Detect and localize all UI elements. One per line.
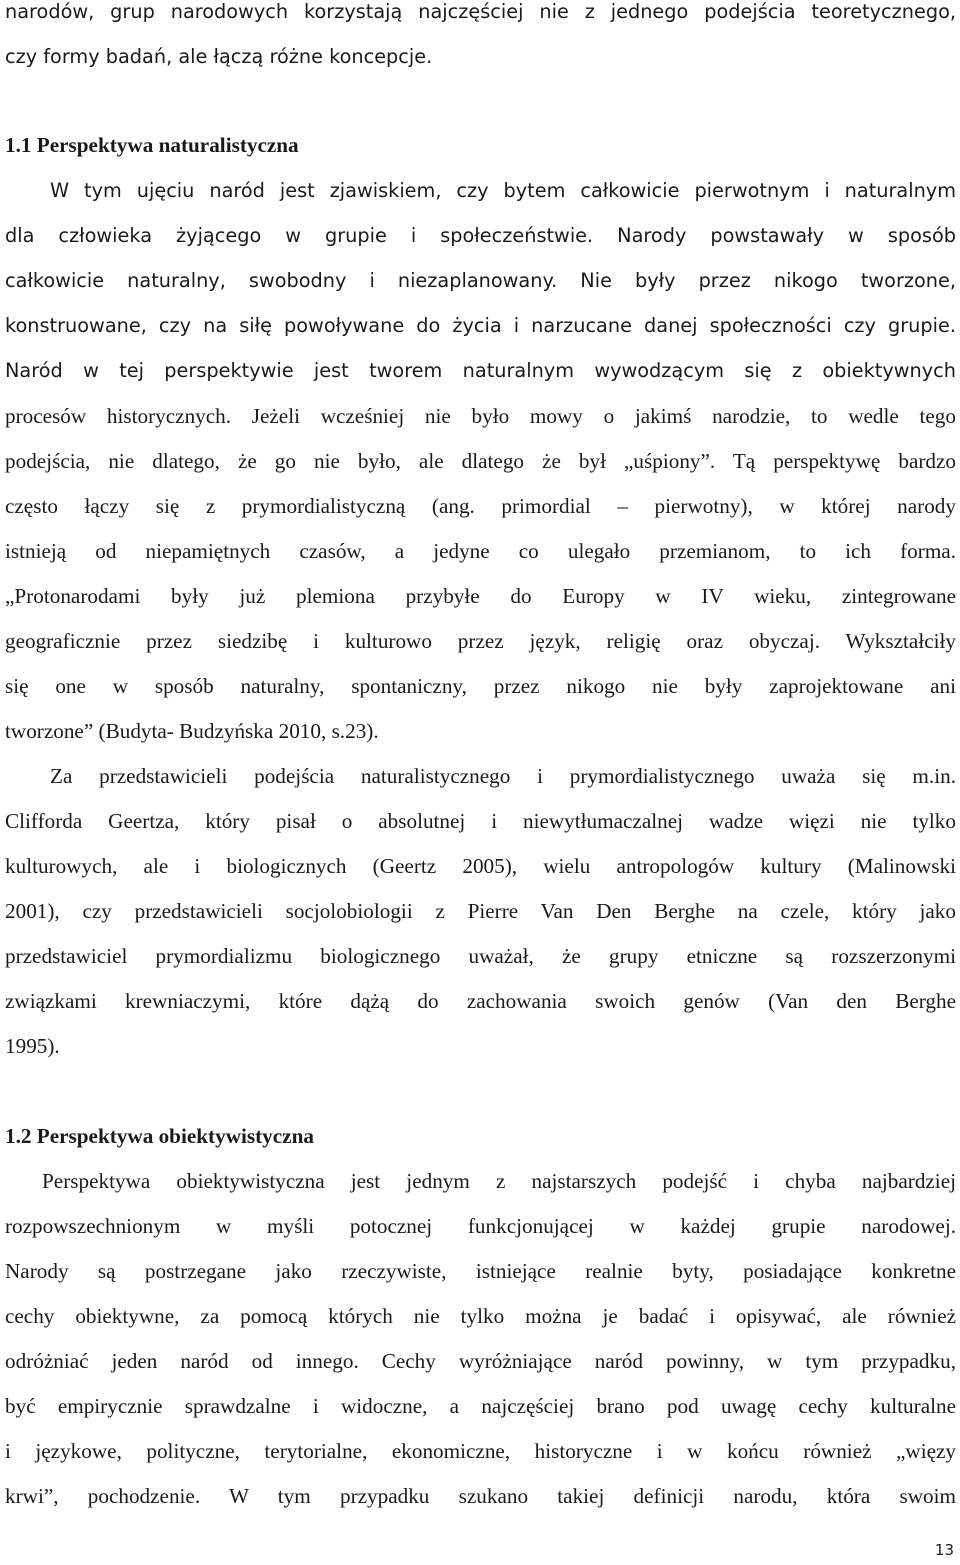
paragraph-line: tworzone” (Budyta- Budzyńska 2010, s.23). — [5, 719, 379, 743]
paragraph-line: całkowicie naturalny, swobodny i niezaplanowany. Nie były przez nikogo tworzone, — [5, 269, 956, 292]
intro-line-1: narodów, grup narodowych korzystają najczęściej nie z jednego podejścia teoretycznego, — [5, 0, 956, 23]
paragraph-line: odróżniać jeden naród od innego. Cechy wyróżniające naród powinny, w tym przypadku, — [5, 1349, 956, 1373]
paragraph-line: procesów historycznych. Jeżeli wcześniej nie było mowy o jakimś narodzie, to wedle tego — [5, 404, 956, 428]
paragraph-line: Perspektywa obiektywistyczna jest jednym z najstarszych podejść i chyba najbardziej — [42, 1169, 956, 1193]
paragraph-line: być empirycznie sprawdzalne i widoczne, a najczęściej brano pod uwagę cechy kulturalne — [5, 1394, 956, 1418]
paragraph-line: cechy obiektywne, za pomocą których nie tylko można je badać i opisywać, ale również — [5, 1304, 956, 1328]
paragraph-line: 1995). — [5, 1034, 60, 1058]
paragraph-line: konstruowane, czy na siłę powoływane do życia i narzucane danej społeczności czy grupie. — [5, 314, 956, 337]
paragraph-line: związkami krewniaczymi, które dążą do zachowania swoich genów (Van den Berghe — [5, 989, 956, 1013]
paragraph-line: Narody są postrzegane jako rzeczywiste, istniejące realnie byty, posiadające konkretne — [5, 1259, 956, 1283]
section-heading-1-1: 1.1 Perspektywa naturalistyczna — [5, 133, 299, 157]
paragraph-line: geograficznie przez siedzibę i kulturowo przez język, religię oraz obyczaj. Wykształciły — [5, 629, 956, 653]
paragraph-line: Clifforda Geertza, który pisał o absolutnej i niewytłumaczalnej wadze więzi nie tylko — [5, 809, 956, 833]
paragraph-line: Za przedstawicieli podejścia naturalistycznego i prymordialistycznego uważa się m.in. — [50, 764, 956, 788]
page-number: 13 — [934, 1541, 954, 1559]
paragraph-line: „Protonarodami były już plemiona przybyłe do Europy w IV wieku, zintegrowane — [5, 584, 956, 608]
paragraph-line: i językowe, polityczne, terytorialne, ekonomiczne, historyczne i w końcu również „więzy — [5, 1439, 956, 1463]
paragraph-line: kulturowych, ale i biologicznych (Geertz 2005), wielu antropologów kultury (Malinowski — [5, 854, 956, 878]
intro-line-2: czy formy badań, ale łączą różne koncepcje. — [5, 45, 433, 68]
paragraph-line: istnieją od niepamiętnych czasów, a jedyne co ulegało przemianom, to ich forma. — [5, 539, 956, 563]
paragraph-line: podejścia, nie dlatego, że go nie było, ale dlatego że był „uśpiony”. Tą perspektywę bardzo — [5, 449, 956, 473]
paragraph-line: krwi”, pochodzenie. W tym przypadku szukano takiej definicji narodu, która swoim — [5, 1484, 956, 1508]
paragraph-line: często łączy się z prymordialistyczną (ang. primordial – pierwotny), w której narody — [5, 494, 956, 518]
paragraph-line: przedstawiciel prymordializmu biologicznego uważał, że grupy etniczne są rozszerzonymi — [5, 944, 956, 968]
paragraph-line: rozpowszechnionym w myśli potocznej funkcjonującej w każdej grupie narodowej. — [5, 1214, 956, 1238]
paragraph-line: się one w sposób naturalny, spontaniczny, przez nikogo nie były zaprojektowane ani — [5, 674, 956, 698]
paragraph-line: W tym ujęciu naród jest zjawiskiem, czy bytem całkowicie pierwotnym i naturalnym — [50, 179, 956, 202]
paragraph-line: dla człowieka żyjącego w grupie i społeczeństwie. Narody powstawały w sposób — [5, 224, 956, 247]
paragraph-line: Naród w tej perspektywie jest tworem naturalnym wywodzącym się z obiektywnych — [5, 359, 956, 382]
paragraph-line: 2001), czy przedstawicieli socjolobiologii z Pierre Van Den Berghe na czele, który jako — [5, 899, 956, 923]
section-heading-1-2: 1.2 Perspektywa obiektywistyczna — [5, 1124, 314, 1148]
